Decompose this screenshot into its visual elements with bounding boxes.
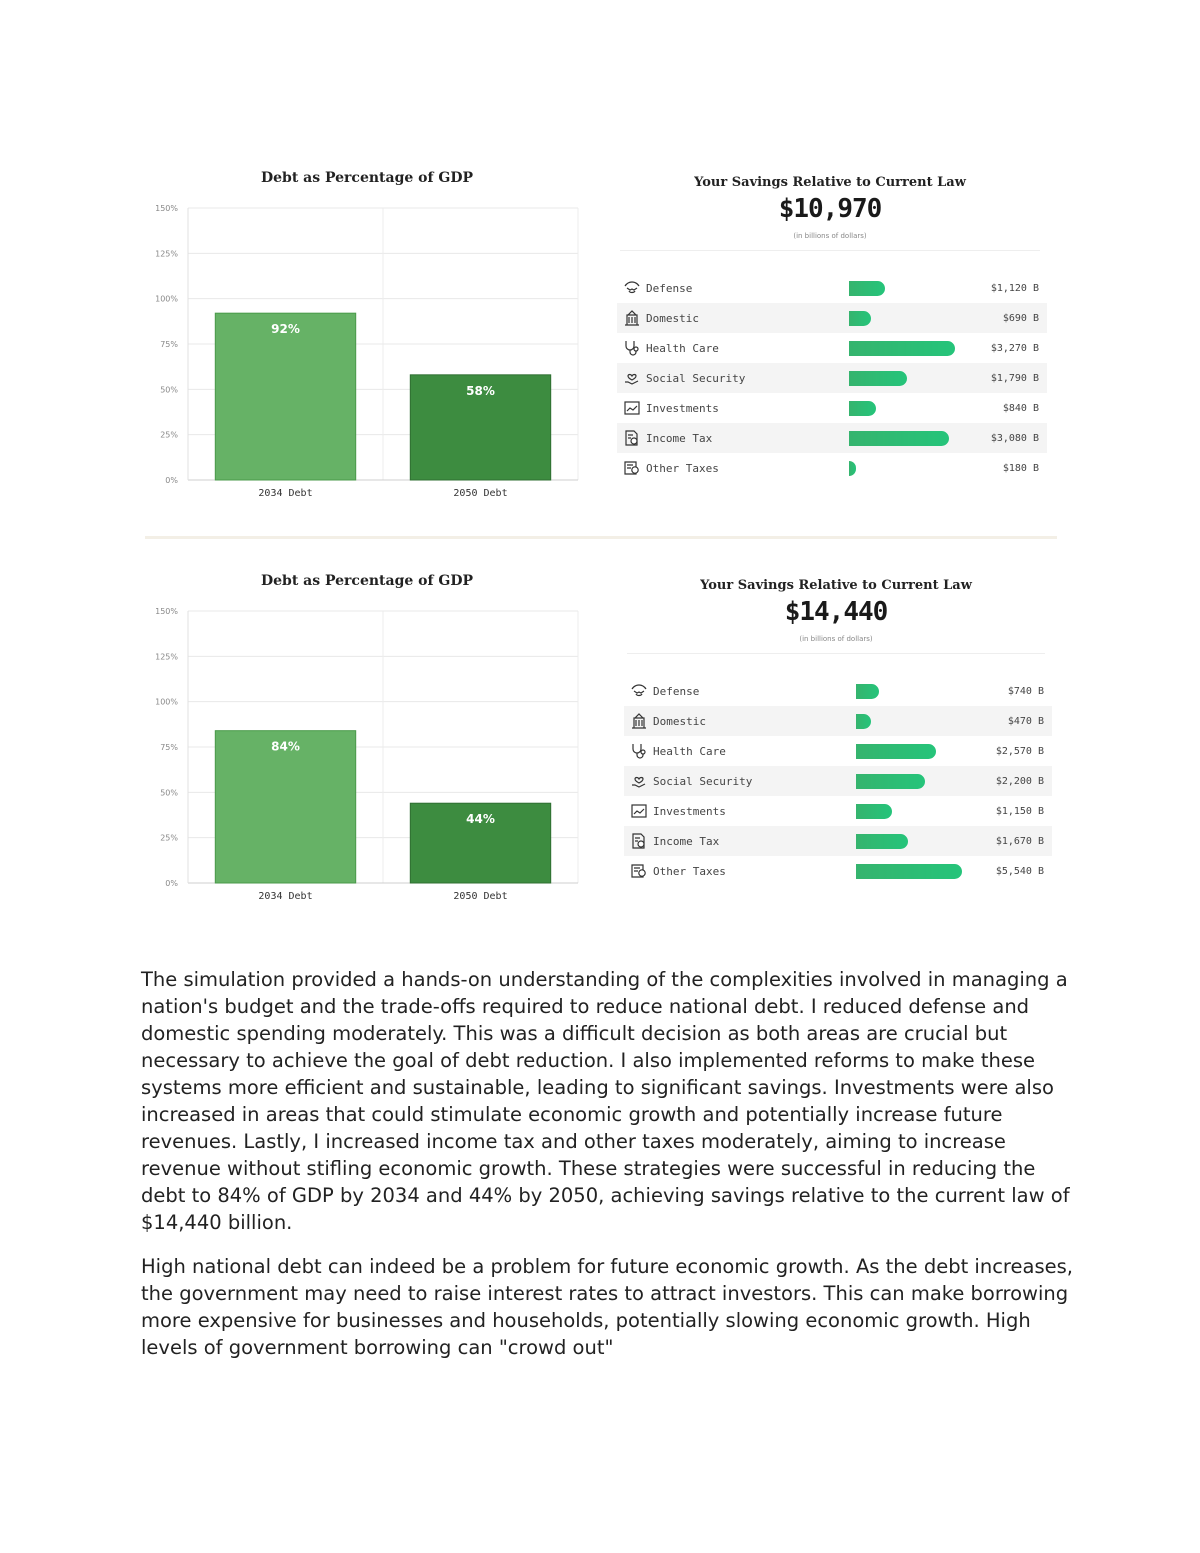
savings-value: $1,150 B <box>995 805 1044 817</box>
y-tick-label: 0% <box>165 476 178 485</box>
savings-row <box>617 453 1047 483</box>
savings-value: $470 B <box>1007 715 1044 727</box>
savings-category-label: Health Care <box>653 744 726 758</box>
savings-row <box>624 766 1052 796</box>
bar <box>215 313 355 480</box>
savings-title: Your Savings Relative to Current Law <box>694 175 966 190</box>
debt-chart <box>143 553 591 908</box>
y-tick-label: 100% <box>155 294 178 304</box>
savings-row <box>624 796 1052 826</box>
savings-bar <box>856 774 925 789</box>
building-icon <box>630 712 648 730</box>
savings-category-label: Domestic <box>646 311 699 325</box>
savings-row <box>617 363 1047 393</box>
savings-bar <box>856 744 936 759</box>
y-tick-label: 25% <box>160 833 178 843</box>
receipt-icon <box>623 459 641 477</box>
savings-category-label: Defense <box>646 281 693 295</box>
debt-chart <box>143 150 591 520</box>
savings-panel-1 <box>605 150 1055 520</box>
savings-value: $3,270 B <box>990 342 1039 354</box>
y-tick-label: 75% <box>160 743 178 752</box>
savings-separator <box>620 250 1040 251</box>
savings-row <box>617 333 1047 363</box>
savings-bar <box>849 461 856 476</box>
savings-bar <box>856 804 892 819</box>
savings-panel-2 <box>612 553 1060 908</box>
savings-value: $1,790 B <box>990 372 1039 384</box>
savings-category-label: Income Tax <box>646 431 713 445</box>
savings-category-label: Other Taxes <box>646 461 719 475</box>
savings-row <box>617 303 1047 333</box>
bar-value-label: 44% <box>466 812 495 827</box>
savings-row <box>624 826 1052 856</box>
debt-chart-title: Debt as Percentage of GDP <box>260 170 474 186</box>
savings-row <box>617 423 1047 453</box>
y-tick-label: 50% <box>160 385 178 395</box>
savings-bar <box>849 401 876 416</box>
bar-value-label: 58% <box>466 383 495 398</box>
savings-category-label: Other Taxes <box>653 864 726 878</box>
savings-value: $180 B <box>1002 462 1039 474</box>
savings-row <box>624 676 1052 706</box>
savings-category-label: Investments <box>653 804 726 818</box>
savings-bar <box>856 714 871 729</box>
y-tick-label: 100% <box>155 697 178 707</box>
section-divider <box>145 536 1057 539</box>
bar-value-label: 92% <box>271 322 300 337</box>
x-category-label: 2034 Debt <box>258 891 313 902</box>
y-tick-label: 150% <box>155 204 178 213</box>
savings-total: $10,970 <box>778 194 882 224</box>
savings-bar <box>856 864 962 879</box>
y-tick-label: 0% <box>165 879 178 888</box>
savings-value: $1,120 B <box>990 282 1039 294</box>
savings-value: $1,670 B <box>995 835 1044 847</box>
savings-bar <box>849 311 871 326</box>
savings-subtitle: (in billions of dollars) <box>793 232 867 240</box>
savings-value: $5,540 B <box>995 865 1044 877</box>
savings-category-label: Domestic <box>653 714 706 728</box>
tax-document-icon <box>623 429 641 447</box>
building-icon <box>623 309 641 327</box>
y-tick-label: 75% <box>160 340 178 349</box>
savings-value: $840 B <box>1002 402 1039 414</box>
receipt-icon <box>630 862 648 880</box>
savings-category-label: Defense <box>653 684 700 698</box>
savings-value: $2,570 B <box>995 745 1044 757</box>
debt-chart-panel-2 <box>143 553 591 908</box>
savings-category-label: Income Tax <box>653 834 720 848</box>
savings-category-label: Health Care <box>646 341 719 355</box>
shield-icon <box>630 682 648 700</box>
bar-value-label: 84% <box>271 739 300 754</box>
savings-bar <box>856 684 879 699</box>
savings-row <box>617 393 1047 423</box>
savings-bar <box>849 341 955 356</box>
savings-row <box>617 273 1047 303</box>
chart-icon <box>623 399 641 417</box>
chart-icon <box>630 802 648 820</box>
savings-subtitle: (in billions of dollars) <box>799 635 873 643</box>
savings-value: $2,200 B <box>995 775 1044 787</box>
hand-heart-icon <box>630 772 648 790</box>
x-category-label: 2050 Debt <box>453 891 508 902</box>
body-text <box>141 966 1081 1361</box>
savings-value: $740 B <box>1007 685 1044 697</box>
x-category-label: 2050 Debt <box>453 488 508 499</box>
savings-value: $690 B <box>1002 312 1039 324</box>
savings-title: Your Savings Relative to Current Law <box>700 578 972 593</box>
stethoscope-icon <box>623 339 641 357</box>
savings-separator <box>627 653 1045 654</box>
savings-total: $14,440 <box>784 597 888 627</box>
debt-chart-title: Debt as Percentage of GDP <box>260 573 474 589</box>
paragraph-1: The simulation provided a hands-on understanding of the complexities involved in managing a nation's budget and the trade-offs required to reduce national debt. I reduced defense and domestic spending moderately. This was a difficult decision as both areas are crucial but necessary to achieve the goal of debt reduction. I also implemented reforms to make these systems more efficient and sustainable, leading to significant savings. Investments were also increased in areas that could stimulate economic growth and potentially increase future revenues. Lastly, I increased income tax and other taxes moderately, aiming to increase revenue without stifling economic growth. These strategies were successful in reducing the debt to 84% of GDP by 2034 and 44% by 2050, achieving savings relative to the current law of $14,440 billion. <box>141 968 1070 1234</box>
y-tick-label: 125% <box>155 249 178 259</box>
savings-category-label: Social Security <box>646 371 746 385</box>
y-tick-label: 150% <box>155 607 178 616</box>
savings-bar <box>849 371 907 386</box>
paragraph-2: High national debt can indeed be a problem for future economic growth. As the debt increases, the government may need to raise interest rates to attract investors. This can make borrowing more expensive for businesses and households, potentially slowing economic growth. High levels of government borrowing can "crowd out" <box>141 1255 1073 1359</box>
y-tick-label: 25% <box>160 430 178 440</box>
shield-icon <box>623 279 641 297</box>
savings-bar <box>849 281 885 296</box>
savings-row <box>624 736 1052 766</box>
y-tick-label: 50% <box>160 788 178 798</box>
x-category-label: 2034 Debt <box>258 488 313 499</box>
savings-row <box>624 706 1052 736</box>
savings-bar <box>856 834 908 849</box>
stethoscope-icon <box>630 742 648 760</box>
y-tick-label: 125% <box>155 652 178 662</box>
hand-heart-icon <box>623 369 641 387</box>
savings-category-label: Social Security <box>653 774 753 788</box>
savings-value: $3,080 B <box>990 432 1039 444</box>
savings-category-label: Investments <box>646 401 719 415</box>
savings-row <box>624 856 1052 886</box>
tax-document-icon <box>630 832 648 850</box>
debt-chart-panel-1 <box>143 150 591 520</box>
savings-bar <box>849 431 949 446</box>
